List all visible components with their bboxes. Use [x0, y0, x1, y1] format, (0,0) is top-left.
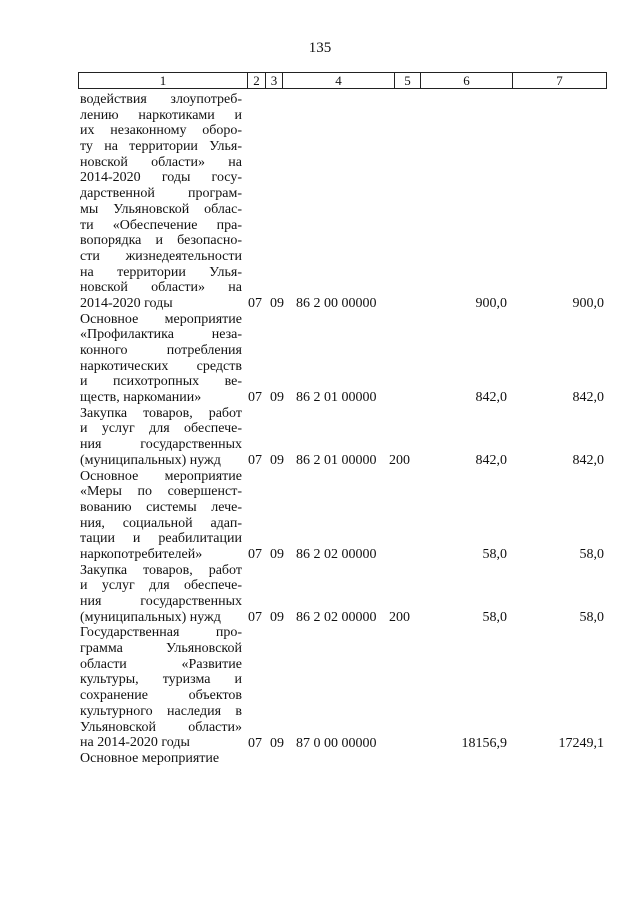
description-line: (муниципальных) нужд	[80, 452, 221, 468]
cell-c3: 09	[270, 735, 284, 751]
description-line: сти жизнедеятельности	[80, 248, 242, 264]
cell-c3: 09	[270, 390, 284, 406]
description-line: 2014-2020 годы	[80, 295, 173, 311]
cell-c7: 58,0	[579, 547, 604, 563]
description-line: культурного наследия в	[80, 703, 242, 719]
description-line: их незаконному оборо-	[80, 123, 242, 139]
cell-c2: 07	[248, 547, 262, 563]
description-line: 2014-2020 годы госу-	[80, 170, 242, 186]
description-line: «Профилактика неза-	[80, 327, 242, 343]
cell-c6: 900,0	[475, 296, 507, 312]
description-line: ти «Обеспечение пра-	[80, 217, 242, 233]
description-line: и услуг для обеспече-	[80, 421, 242, 437]
table-row	[0, 547, 640, 563]
cell-c3: 09	[270, 296, 284, 312]
description-line: на 2014-2020 годы	[80, 735, 190, 751]
cell-c7: 842,0	[572, 453, 604, 469]
description-line: (муниципальных) нужд	[80, 609, 221, 625]
description-line: сохранение объектов	[80, 688, 242, 704]
cell-c4: 87 0 00 00000	[296, 735, 377, 751]
cell-c7: 58,0	[579, 610, 604, 626]
description-line: Закупка товаров, работ	[80, 562, 242, 578]
description-line: водействия злоупотреб-	[80, 92, 242, 107]
description-line: мы Ульяновской облас-	[80, 201, 242, 217]
description-line: Основное мероприятие	[80, 750, 220, 766]
table-row	[0, 390, 640, 406]
header-col-4: 4	[283, 73, 395, 88]
description-line: ния, социальной адап-	[80, 515, 242, 531]
cell-c7: 842,0	[572, 390, 604, 406]
description-column	[80, 92, 242, 767]
header-col-2: 2	[248, 73, 266, 88]
description-line: новской области» на	[80, 280, 242, 296]
cell-c2: 07	[248, 390, 262, 406]
cell-c4: 86 2 01 00000	[296, 390, 377, 406]
cell-c2: 07	[248, 610, 262, 626]
header-col-5: 5	[395, 73, 421, 88]
table-row	[0, 296, 640, 312]
description-line: конного потребления	[80, 343, 242, 358]
description-line: вопорядка и безопасно-	[80, 233, 242, 249]
description-line: области «Развитие	[80, 656, 242, 672]
table-row	[0, 610, 640, 626]
description-line: ния государственных	[80, 594, 242, 609]
description-line: тации и реабилитации	[80, 531, 242, 547]
description-line: наркотических средств	[80, 358, 242, 374]
description-line: Основное мероприятие	[80, 311, 242, 327]
cell-c2: 07	[248, 735, 262, 751]
cell-c5: 200	[389, 610, 410, 626]
header-col-3: 3	[266, 73, 283, 88]
description-line: и услуг для обеспече-	[80, 578, 242, 594]
description-line: Закупка товаров, работ	[80, 405, 242, 421]
description-line: и психотропных ве-	[80, 374, 242, 390]
table-row	[0, 453, 640, 469]
table-header	[78, 72, 607, 89]
header-col-7: 7	[556, 73, 563, 88]
cell-c4: 86 2 00 00000	[296, 296, 377, 312]
table-row	[0, 736, 640, 752]
description-line: ния государственных	[80, 437, 242, 453]
cell-c2: 07	[248, 453, 262, 469]
description-line: лению наркотиками и	[80, 107, 242, 123]
description-line: культуры, туризма и	[80, 672, 242, 688]
cell-c7: 900,0	[572, 296, 604, 312]
cell-c6: 842,0	[475, 453, 507, 469]
cell-c3: 09	[270, 453, 284, 469]
description-line: Государственная про-	[80, 625, 242, 641]
description-line: наркопотребителей»	[80, 546, 203, 562]
cell-c6: 58,0	[482, 547, 507, 563]
header-col-1: 1	[79, 73, 248, 88]
description-line: «Меры по совершенст-	[80, 484, 242, 500]
cell-c4: 86 2 02 00000	[296, 547, 377, 563]
cell-c7: 17249,1	[558, 735, 604, 751]
cell-c4: 86 2 01 00000	[296, 453, 377, 469]
description-line: ту на территории Улья-	[80, 139, 242, 155]
cell-c6: 18156,9	[461, 735, 507, 751]
page-number: 135	[308, 40, 332, 56]
description-line: дарственной програм-	[80, 186, 242, 202]
cell-c3: 09	[270, 547, 284, 563]
description-line: Основное мероприятие	[80, 468, 242, 484]
cell-c4: 86 2 02 00000	[296, 610, 377, 626]
description-line: Ульяновской области»	[80, 719, 242, 735]
description-line: новской области» на	[80, 154, 242, 170]
header-col-6: 6	[421, 73, 513, 88]
description-line: ществ, наркомании»	[80, 390, 202, 406]
cell-c6: 842,0	[475, 390, 507, 406]
description-line: на территории Улья-	[80, 264, 242, 280]
cell-c2: 07	[248, 296, 262, 312]
cell-c6: 58,0	[482, 610, 507, 626]
cell-c5: 200	[389, 453, 410, 469]
cell-c3: 09	[270, 610, 284, 626]
description-line: вованию системы лече-	[80, 499, 242, 515]
description-line: грамма Ульяновской	[80, 641, 242, 657]
